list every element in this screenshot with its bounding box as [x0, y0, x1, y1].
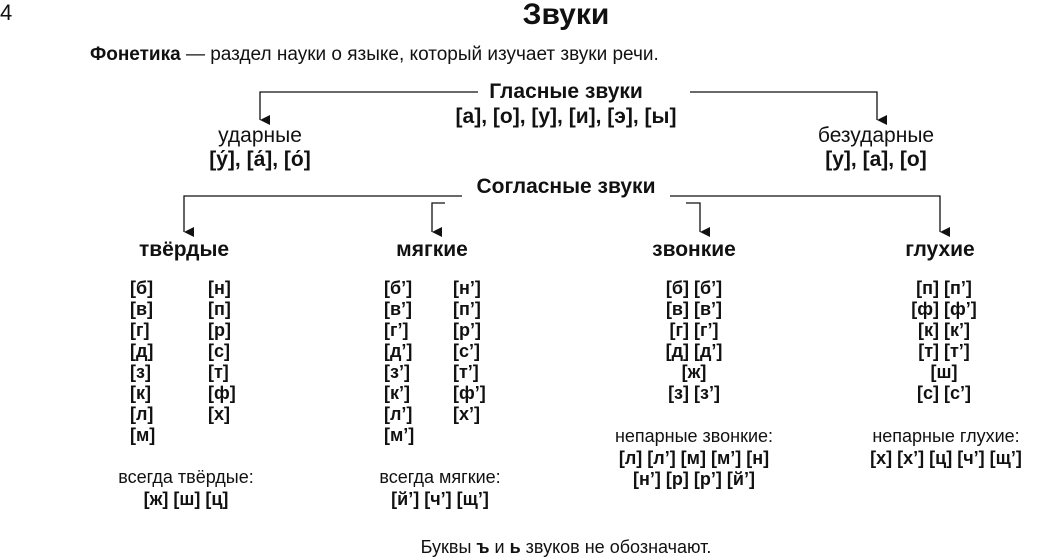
list-item: [п’] [453, 299, 481, 319]
stressed-values: [у́], [а́], [о́] [209, 148, 311, 171]
soft-sign-letter: ь [509, 537, 521, 557]
list-item: [ш] [930, 362, 958, 382]
soft-list-right [453, 278, 486, 425]
arrow-to-voiced [686, 203, 700, 232]
list-item: [п] [п’] [916, 278, 972, 298]
list-item: [х’] [453, 404, 480, 424]
list-item: [х] [208, 404, 230, 424]
list-item: [ф] [208, 383, 236, 403]
soft-note-label: всегда мягкие: [379, 467, 501, 487]
list-item: [в] [в’] [665, 299, 723, 319]
hard-note-values: [ж] [ш] [ц] [143, 489, 229, 509]
list-item: [м] [130, 425, 156, 445]
page-title: Звуки [522, 0, 610, 31]
list-item: [н’] [453, 278, 481, 298]
list-item: [д] [д’] [665, 341, 723, 361]
list-item: [л] [130, 404, 154, 424]
voiced-note-label: непарные звонкие: [614, 426, 774, 446]
consonants-title: Согласные звуки [476, 175, 656, 198]
page-number: 4 [0, 0, 13, 25]
list-item: [с] [208, 341, 230, 361]
hard-note-label: всегда твёрдые: [118, 467, 254, 487]
arrow-to-voiceless [670, 196, 940, 232]
unstressed-label: безударные [817, 124, 935, 147]
unstressed-values: [у], [а], [о] [825, 148, 927, 171]
soft-note-values: [й’] [ч’] [щ’] [391, 489, 489, 509]
hard-sign-letter: ъ [476, 537, 490, 557]
hard-label: твёрдые [138, 238, 230, 261]
hard-list-right [208, 278, 236, 425]
voiceless-list [911, 278, 976, 404]
list-item: [к’] [384, 383, 410, 403]
soft-list-left [384, 278, 414, 446]
list-item: [с] [с’] [916, 383, 971, 403]
list-item: [с’] [453, 341, 480, 361]
arrow-to-unstressed [690, 92, 877, 120]
list-item: [м’] [384, 425, 415, 445]
list-item: [р] [208, 320, 231, 340]
vowels-list: [а], [о], [у], [и], [э], [ы] [455, 105, 677, 128]
list-item: [ф’] [453, 383, 486, 403]
list-item: [к] [к’] [917, 320, 970, 340]
list-item: [б’] [384, 278, 413, 298]
stressed-label: ударные [218, 124, 302, 147]
arrow-to-soft [432, 203, 445, 232]
voiceless-note-label: непарные глухие: [872, 426, 1020, 446]
footer-text-part2: и [489, 537, 510, 557]
list-item: [ф] [ф’] [911, 299, 977, 319]
hard-list-left [130, 278, 155, 446]
arrow-to-stressed [260, 92, 478, 120]
list-item: [д] [130, 341, 154, 361]
list-item: [р’] [453, 320, 481, 340]
list-item: [ж] [681, 362, 707, 382]
list-item: [д’] [384, 341, 413, 361]
voiceless-label: глухие [905, 238, 975, 261]
list-item: [п] [208, 299, 231, 319]
list-item: [т] [т’] [918, 341, 970, 361]
footer-text-part1: Буквы [420, 537, 477, 557]
definition-term: Фонетика [90, 44, 181, 65]
voiced-note-line1: [л] [л’] [м] [м’] [н] [618, 448, 770, 468]
list-item: [з] [130, 362, 151, 382]
list-item: [к] [130, 383, 151, 403]
list-item: [з] [з’] [668, 383, 720, 403]
list-item: [в’] [384, 299, 413, 319]
footer-text-part3: звуков не обозначают. [520, 537, 712, 557]
definition-text: — раздел науки о языке, который изучает звуки речи. [180, 44, 659, 65]
list-item: [б] [б’] [665, 278, 723, 298]
voiced-list [666, 278, 723, 404]
voiceless-note-line1: [х] [х’] [ц] [ч’] [щ’] [870, 448, 1022, 468]
list-item: [г’] [384, 320, 409, 340]
arrow-to-hard [184, 196, 462, 232]
list-item: [з’] [384, 362, 410, 382]
list-item: [т’] [453, 362, 479, 382]
voiced-label: звонкие [652, 238, 736, 261]
list-item: [г] [130, 320, 150, 340]
list-item: [т] [208, 362, 229, 382]
list-item: [г] [г’] [669, 320, 719, 340]
vowels-title: Гласные звуки [489, 80, 643, 103]
footer-note [421, 537, 712, 558]
list-item: [л’] [384, 404, 413, 424]
list-item: [н] [208, 278, 231, 298]
list-item: [б] [130, 278, 154, 298]
list-item: [в] [130, 299, 154, 319]
soft-label: мягкие [396, 238, 468, 261]
voiced-note-line2: [н’] [р] [р’] [й’] [633, 469, 755, 489]
